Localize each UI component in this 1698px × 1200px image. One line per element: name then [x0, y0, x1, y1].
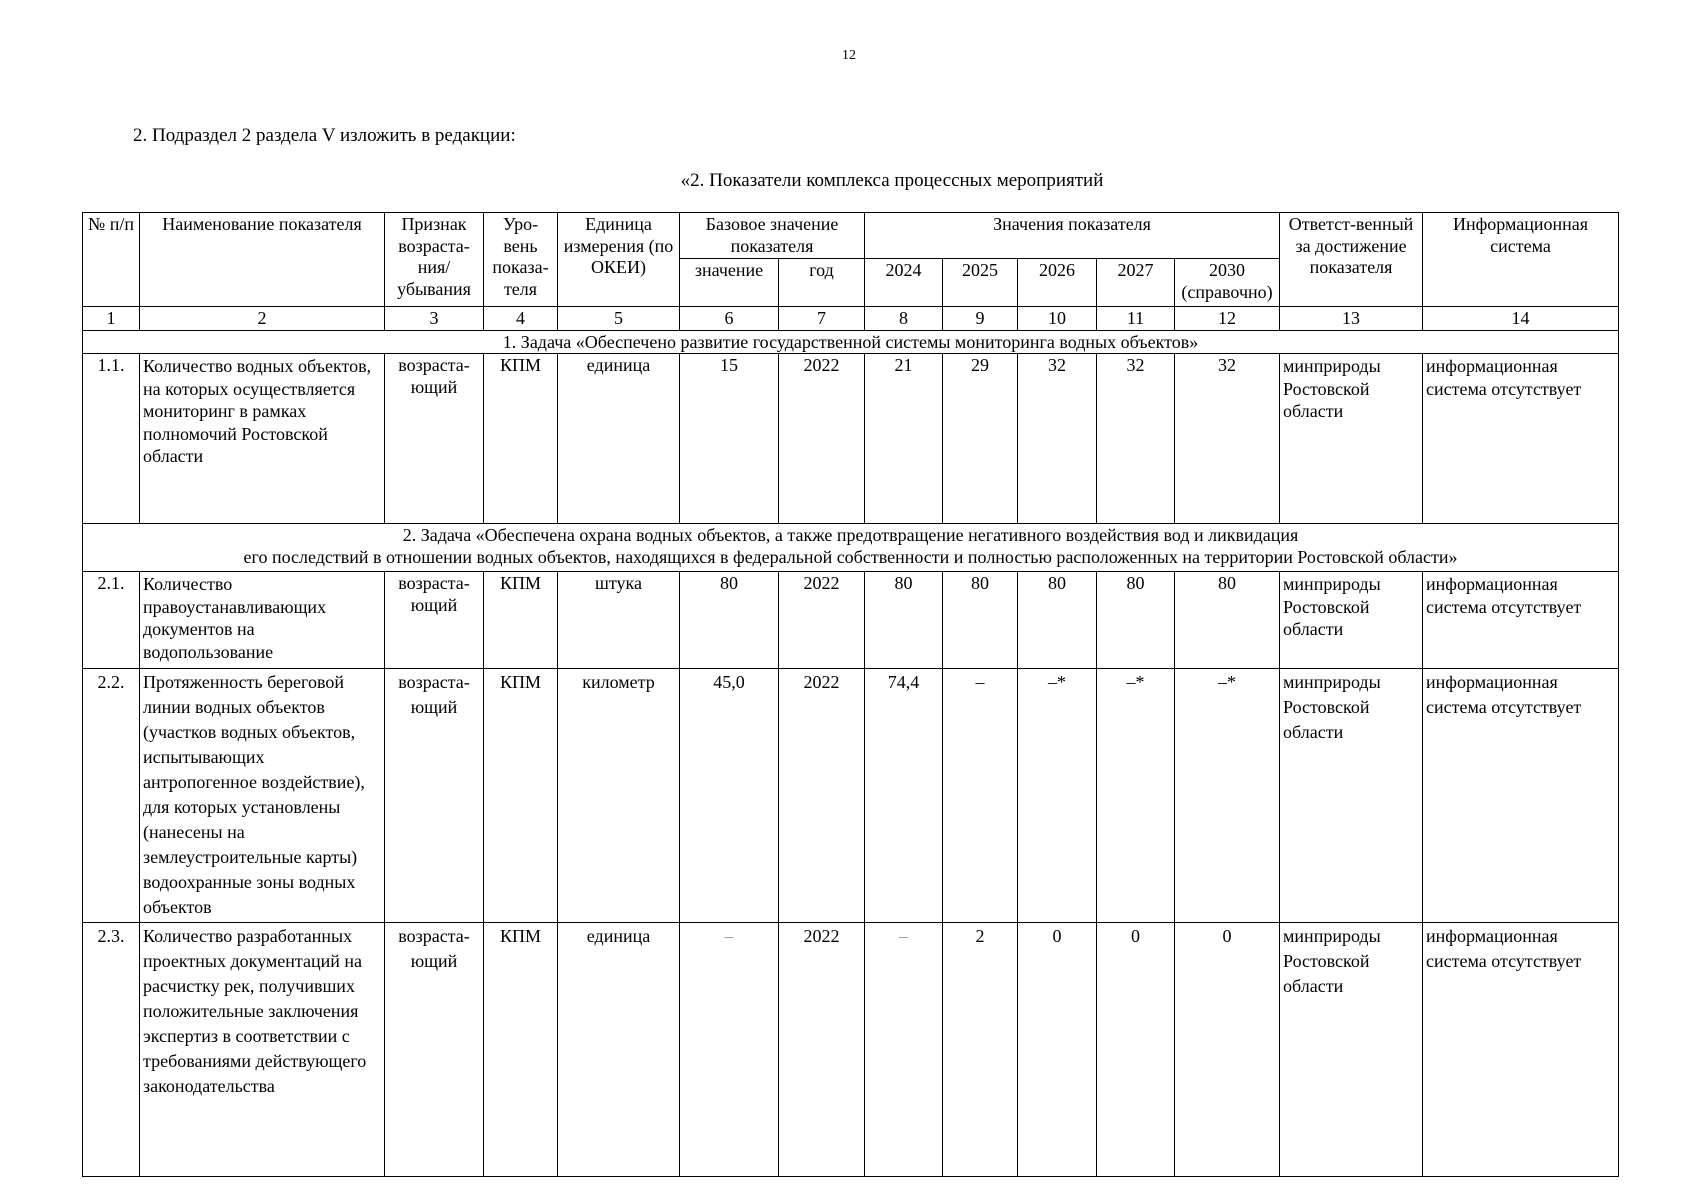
header-sign: Признак возраста-ния/ убывания: [385, 213, 484, 307]
row-sign: возраста-ющий: [385, 354, 484, 524]
row-info-system: информационная система отсутствует: [1423, 669, 1619, 923]
header-year-2026: 2026: [1018, 259, 1097, 307]
row-base-year: 2022: [779, 669, 865, 923]
row-num: 1.1.: [83, 354, 140, 524]
row-level: КПМ: [484, 669, 558, 923]
header-info-system: Информационная система: [1423, 213, 1619, 307]
row-value-2026: 80: [1018, 572, 1097, 669]
row-value-2025: 29: [943, 354, 1018, 524]
col-number: 9: [943, 307, 1018, 331]
row-name: Протяженность береговой линии водных объектов (участков водных объектов, испытывающих антропогенное воздействие), для которых установлены (нанесены на землеустроительные карты) водоохранные зоны водных объектов: [140, 669, 385, 923]
row-value-2027: –*: [1097, 669, 1175, 923]
header-values: Значения показателя: [865, 213, 1280, 259]
row-responsible: минприроды Ростовской области: [1280, 572, 1423, 669]
header-unit: Единица измерения (по ОКЕИ): [558, 213, 680, 307]
row-num: 2.1.: [83, 572, 140, 669]
row-unit: единица: [558, 354, 680, 524]
row-base-year: 2022: [779, 572, 865, 669]
row-base-year: 2022: [779, 354, 865, 524]
header-base: Базовое значение показателя: [680, 213, 865, 259]
table-row: [83, 669, 1619, 923]
row-value-2027: 0: [1097, 923, 1175, 1177]
row-level: КПМ: [484, 354, 558, 524]
row-base-value: 80: [680, 572, 779, 669]
header-base-value: значение: [680, 259, 779, 307]
col-number: 10: [1018, 307, 1097, 331]
header-responsible: Ответст-венный за достижение показателя: [1280, 213, 1423, 307]
task-2-heading: [83, 524, 1619, 572]
header-base-year: год: [779, 259, 865, 307]
row-value-2030: –*: [1175, 669, 1280, 923]
col-number: 4: [484, 307, 558, 331]
row-responsible: минприроды Ростовской области: [1280, 923, 1423, 1177]
row-value-2024: 80: [865, 572, 943, 669]
row-level: КПМ: [484, 923, 558, 1177]
col-number: 14: [1423, 307, 1619, 331]
col-number: 1: [83, 307, 140, 331]
row-value-2026: –*: [1018, 669, 1097, 923]
row-value-2024: –: [865, 923, 943, 1177]
indicators-table: [82, 212, 1619, 1177]
task-1-heading: 1. Задача «Обеспечено развитие государственной системы мониторинга водных объектов»: [83, 330, 1619, 354]
row-value-2026: 32: [1018, 354, 1097, 524]
row-info-system: информационная система отсутствует: [1423, 572, 1619, 669]
row-base-year: 2022: [779, 923, 865, 1177]
row-value-2025: 80: [943, 572, 1018, 669]
row-responsible: минприроды Ростовской области: [1280, 354, 1423, 524]
row-value-2026: 0: [1018, 923, 1097, 1177]
row-level: КПМ: [484, 572, 558, 669]
row-name: Количество правоустанавливающих документов на водопользование: [140, 572, 385, 669]
row-value-2025: 2: [943, 923, 1018, 1177]
row-unit: километр: [558, 669, 680, 923]
row-base-value: –: [680, 923, 779, 1177]
row-base-value: 45,0: [680, 669, 779, 923]
col-number: 11: [1097, 307, 1175, 331]
row-value-2027: 32: [1097, 354, 1175, 524]
row-value-2027: 80: [1097, 572, 1175, 669]
intro-text: 2. Подраздел 2 раздела V изложить в редакции:: [133, 125, 516, 146]
header-year-2024: 2024: [865, 259, 943, 307]
task-2-heading-line-2: его последствий в отношении водных объектов, находящихся в федеральной собственности и полностью расположенных на территории Ростовской области»: [243, 546, 1458, 567]
page-number: 12: [842, 48, 856, 63]
table-row: [83, 572, 1619, 669]
table-title: «2. Показатели комплекса процессных мероприятий: [680, 170, 1104, 191]
col-number: 13: [1280, 307, 1423, 331]
row-value-2025: –: [943, 669, 1018, 923]
col-number: 3: [385, 307, 484, 331]
header-name: Наименование показателя: [140, 213, 385, 307]
task-2-heading-line-1: 2. Задача «Обеспечена охрана водных объектов, а также предотвращение негативного воздействия вод и ликвидация: [402, 525, 1299, 546]
col-number: 6: [680, 307, 779, 331]
row-value-2030: 80: [1175, 572, 1280, 669]
row-sign: возраста-ющий: [385, 923, 484, 1177]
row-base-value: 15: [680, 354, 779, 524]
col-number: 5: [558, 307, 680, 331]
row-sign: возраста-ющий: [385, 572, 484, 669]
row-value-2024: 74,4: [865, 669, 943, 923]
row-sign: возраста-ющий: [385, 669, 484, 923]
row-value-2030: 32: [1175, 354, 1280, 524]
header-year-2027: 2027: [1097, 259, 1175, 307]
table-row: [83, 354, 1619, 524]
row-info-system: информационная система отсутствует: [1423, 923, 1619, 1177]
col-number: 12: [1175, 307, 1280, 331]
header-num: № п/п: [83, 213, 140, 307]
row-num: 2.2.: [83, 669, 140, 923]
col-number: 7: [779, 307, 865, 331]
row-unit: штука: [558, 572, 680, 669]
header-year-2030: 2030 (справочно): [1175, 259, 1280, 307]
row-value-2024: 21: [865, 354, 943, 524]
table-row: [83, 923, 1619, 1177]
row-num: 2.3.: [83, 923, 140, 1177]
header-level: Уро-вень показа-теля: [484, 213, 558, 307]
row-value-2030: 0: [1175, 923, 1280, 1177]
col-number: 2: [140, 307, 385, 331]
col-number: 8: [865, 307, 943, 331]
row-unit: единица: [558, 923, 680, 1177]
header-year-2025: 2025: [943, 259, 1018, 307]
row-name: Количество водных объектов, на которых осуществляется мониторинг в рамках полномочий Ростовской области: [140, 354, 385, 524]
row-responsible: минприроды Ростовской области: [1280, 669, 1423, 923]
row-name: Количество разработанных проектных документаций на расчистку рек, получивших положительные заключения экспертиз в соответствии с требованиями действующего законодательства: [140, 923, 385, 1177]
row-info-system: информационная система отсутствует: [1423, 354, 1619, 524]
